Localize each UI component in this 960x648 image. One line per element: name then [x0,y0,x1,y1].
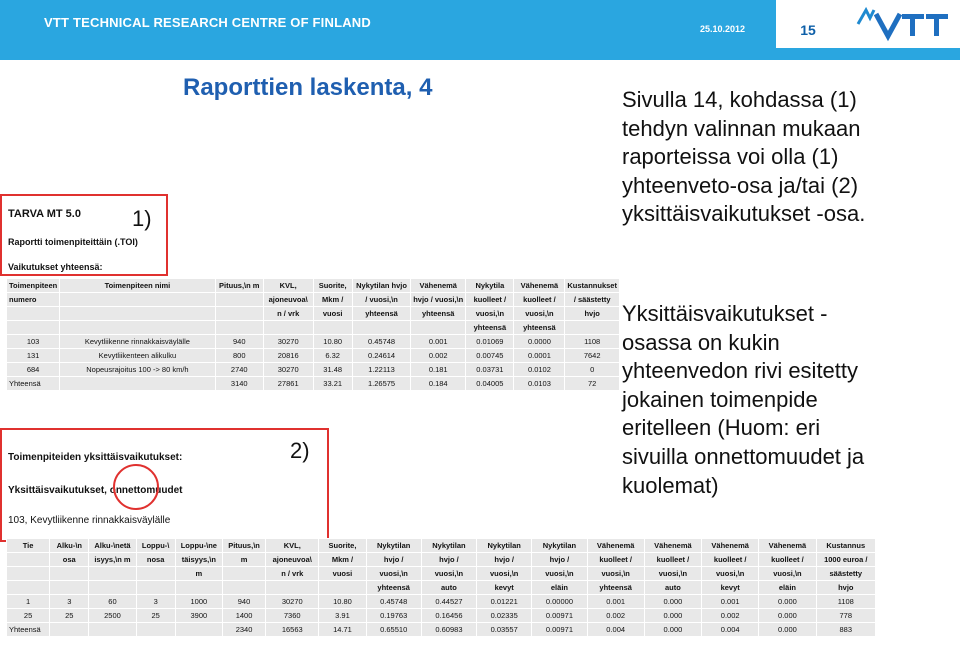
table-cell: 1000 [176,595,222,608]
header-cell: kevyt [477,581,531,594]
slide-title: Raporttien laskenta, 4 [183,74,433,101]
table-cell: 33.21 [314,377,352,390]
header-cell: Pituus,\n m [216,279,263,292]
summary-table [6,278,620,391]
header-cell [176,581,222,594]
table-cell: 0.000 [759,609,815,622]
effects-header-row [7,553,875,566]
header-cell [50,581,88,594]
table-cell [89,623,135,636]
header-cell: Vähenemä [588,539,644,552]
table-cell: 25 [50,609,88,622]
table-cell: 16563 [266,623,318,636]
table-cell: 1108 [565,335,619,348]
callout-marker-2: 2) [290,438,310,463]
header-cell: kuolleet / [514,293,564,306]
org-name: VTT TECHNICAL RESEARCH CENTRE OF FINLAND [44,15,371,30]
table-cell: 0.45748 [367,595,421,608]
header-cell: m [176,567,222,580]
table-cell: 0.60983 [422,623,476,636]
table-cell: 0.16456 [422,609,476,622]
header-cell: hvjo / [477,553,531,566]
table-cell: 25 [137,609,175,622]
individual-effects-label: Toimenpiteiden yksittäisvaikutukset: [8,452,183,463]
table-cell: 940 [216,335,263,348]
header-cell [314,321,352,334]
header-cell: yhteensä [588,581,644,594]
summary-header-row [7,293,619,306]
table-cell: 940 [223,595,265,608]
table-cell: 0.45748 [353,335,410,348]
header-cell: vuosi [314,307,352,320]
header-cell [565,321,619,334]
header-cell: auto [422,581,476,594]
table-cell: 1108 [817,595,875,608]
table-cell: 3 [50,595,88,608]
table-cell: 0.001 [702,595,758,608]
header-cell: Vähenemä [702,539,758,552]
table-row [7,349,619,362]
header-cell [60,307,214,320]
table-cell: 0.00745 [466,349,513,362]
header-cell: hvjo / [422,553,476,566]
table-cell: 30270 [264,363,313,376]
header-cell: Nykytilan [532,539,586,552]
header-cell: KVL, [266,539,318,552]
table-cell [137,623,175,636]
header-cell: numero [7,293,59,306]
header-cell: Kustannukset [565,279,619,292]
table-cell: 31.48 [314,363,352,376]
table-cell: Yhteensä [7,377,59,390]
summary-header-row [7,279,619,292]
header-cell: isyys,\n m [89,553,135,566]
header-cell: ajoneuvoa\ [264,293,313,306]
summary-header-row [7,321,619,334]
header-cell: Vähenemä [514,279,564,292]
table-cell: 30270 [266,595,318,608]
header-cell: nosa [137,553,175,566]
header-cell: Pituus,\n [223,539,265,552]
table-cell: 3900 [176,609,222,622]
header-cell [223,567,265,580]
table-cell: 7360 [266,609,318,622]
header-cell: Nykytilan hvjo [353,279,410,292]
table-cell: 0.24614 [353,349,410,362]
page-number-box [776,0,840,48]
header-cell: vuosi,\n [422,567,476,580]
callout-marker-1: 1) [132,206,152,231]
table-cell: 0.04005 [466,377,513,390]
header-cell: Alku-\n [50,539,88,552]
header-cell: Nykytilan [477,539,531,552]
table-row [7,609,875,622]
header-cell: Loppu-\ne [176,539,222,552]
table-total-row [7,377,619,390]
header-cell: vuosi,\n [702,567,758,580]
table-cell: 0.181 [411,363,465,376]
header-cell [216,321,263,334]
header-cell [50,567,88,580]
table-cell: 0.02335 [477,609,531,622]
table-total-row [7,623,875,636]
header-cell: Kustannus [817,539,875,552]
table-cell: 0.65510 [367,623,421,636]
header-cell: Mkm / [319,553,365,566]
header-cell: vuosi [319,567,365,580]
header-cell: / vuosi,\n [353,293,410,306]
body-paragraph-1: Sivulla 14, kohdassa (1) tehdyn valinnan mukaan raporteissa voi olla (1) yhteenveto-osa ja/tai (2) yksittäisvaikutukset -osa. [622,87,866,227]
header-cell: kuolleet / [466,293,513,306]
table-cell: 0.0001 [514,349,564,362]
header-cell [216,293,263,306]
table-cell [50,623,88,636]
table-cell: 883 [817,623,875,636]
measure-row-label: 103, Kevytliikenne rinnakkaisväylälle [8,515,171,526]
effects-header-row [7,539,875,552]
highlight-circle [113,464,159,510]
table-cell: Kevytliikenteen alikulku [60,349,214,362]
table-cell: 1.26575 [353,377,410,390]
header-cell [137,581,175,594]
table-cell: 72 [565,377,619,390]
header-cell: vuosi,\n [588,567,644,580]
header-cell: hvjo [565,307,619,320]
table-cell: 7642 [565,349,619,362]
header-cell: hvjo [817,581,875,594]
table-cell: 27861 [264,377,313,390]
table-cell: 0.00971 [532,623,586,636]
summary-section-label: Vaikutukset yhteensä: [8,262,103,272]
header-cell [137,567,175,580]
table-cell: 0.002 [588,609,644,622]
header-cell [60,293,214,306]
header-cell: Nykytila [466,279,513,292]
table-cell: 0.002 [411,349,465,362]
header-cell: Vähenemä [411,279,465,292]
effects-header-row [7,581,875,594]
header-cell: yhteensä [367,581,421,594]
table-cell: 0.184 [411,377,465,390]
table-cell: 0.000 [645,623,701,636]
table-cell: 3 [137,595,175,608]
header-cell: Alku-\netä [89,539,135,552]
table-cell: 0 [565,363,619,376]
header-cell: Suorite, [319,539,365,552]
table-cell: 0.0102 [514,363,564,376]
header-cell: / säästetty [565,293,619,306]
header-cell: osa [50,553,88,566]
table-cell: 60 [89,595,135,608]
header-cell: Toimenpiteen [9,281,58,290]
table-cell: 0.00971 [532,609,586,622]
table-cell: 1.22113 [353,363,410,376]
table-cell [176,623,222,636]
table-cell: 0.001 [411,335,465,348]
header-cell: Vähenemä [645,539,701,552]
header-cell: Vähenemä [759,539,815,552]
table-cell: 0.19763 [367,609,421,622]
table-cell: 0.000 [645,595,701,608]
header-cell: Suorite, [314,279,352,292]
header-cell: KVL, [264,279,313,292]
table-cell: 0.44527 [422,595,476,608]
table-cell: 131 [7,349,59,362]
slide-date: 25.10.2012 [700,24,746,34]
header-cell: hvjo / [532,553,586,566]
header-cell: kuolleet / [702,553,758,566]
header-cell: vuosi,\n [466,307,513,320]
header-cell: kuolleet / [588,553,644,566]
header-cell [7,321,59,334]
page-number: 15 [800,22,816,38]
table-cell: 1 [7,595,49,608]
table-cell: 2740 [216,363,263,376]
header-cell [319,581,365,594]
summary-header-row [7,307,619,320]
individual-effects-table [6,538,876,637]
table-cell: 0.000 [759,623,815,636]
table-cell: 6.32 [314,349,352,362]
header-cell: eläin [532,581,586,594]
table-cell [60,377,214,390]
table-cell: 0.01221 [477,595,531,608]
header-cell: vuosi,\n [759,567,815,580]
header-cell: Loppu-\ [137,539,175,552]
table-cell: 0.0000 [514,335,564,348]
table-row [7,335,619,348]
table-cell: 0.001 [588,595,644,608]
table-cell: 2500 [89,609,135,622]
header-cell: ajoneuvoa\ [266,553,318,566]
header-cell: Toimenpiteen nimi [60,279,214,292]
header-cell [353,321,410,334]
header-cell [89,581,135,594]
table-cell: 30270 [264,335,313,348]
header-cell [7,567,49,580]
header-cell [60,321,214,334]
table-row [7,363,619,376]
table-cell: 2340 [223,623,265,636]
header-cell: Nykytilan [367,539,421,552]
header-cell: kuolleet / [759,553,815,566]
header-cell: vuosi,\n [514,307,564,320]
header-cell: hvjo / [367,553,421,566]
table-cell: 103 [7,335,59,348]
table-row [7,595,875,608]
header-cell [89,567,135,580]
table-cell: 14.71 [319,623,365,636]
header-cell: kevyt [702,581,758,594]
header-cell: n / vrk [264,307,313,320]
table-cell: 3.91 [319,609,365,622]
header-cell [411,321,465,334]
table-cell: 25 [7,609,49,622]
header-cell: täisyys,\n [176,553,222,566]
table-cell: 3140 [216,377,263,390]
header-cell [266,581,318,594]
header-cell [264,321,313,334]
header-cell: vuosi,\n [645,567,701,580]
header-cell: vuosi,\n [367,567,421,580]
table-cell: Yhteensä [7,623,49,636]
effects-header-row [7,567,875,580]
table-cell: 0.002 [702,609,758,622]
header-cell [7,307,59,320]
header-cell: Tie [7,539,49,552]
table-cell: 0.03731 [466,363,513,376]
table-cell: Kevytliikenne rinnakkaisväylälle [60,335,214,348]
table-cell: 0.00000 [532,595,586,608]
header-cell [7,581,49,594]
header-cell: 1000 euroa / [817,553,875,566]
table-cell: Nopeusrajoitus 100 -> 80 km/h [60,363,214,376]
header-cell: yhteensä [466,321,513,334]
header-cell: kuolleet / [645,553,701,566]
accidents-section-label: Yksittäisvaikutukset, onnettomuudet [8,485,183,496]
table-cell: 0.0103 [514,377,564,390]
table-cell: 10.80 [314,335,352,348]
header-cell [216,307,263,320]
table-cell: 0.004 [702,623,758,636]
body-paragraph-2: Yksittäisvaikutukset - osassa on kukin yhteenvedon rivi esitetty jokainen toimenpide eritelleen (Huom: eri sivuilla onnettomuudet ja kuolemat) [622,301,865,498]
table-cell: 0.000 [645,609,701,622]
table-cell: 10.80 [319,595,365,608]
header-cell: hvjo / vuosi,\n [413,295,464,304]
report-type-label: Raportti toimenpiteittäin (.TOI) [8,237,138,247]
table-cell: 684 [7,363,59,376]
header-cell: yhteensä [514,321,564,334]
header-cell: auto [645,581,701,594]
header-cell: eläin [759,581,815,594]
report-app-name: TARVA MT 5.0 [8,208,81,220]
header-cell: m [223,553,265,566]
header-cell: yhteensä [353,307,410,320]
header-cell: vuosi,\n [532,567,586,580]
vtt-logo [840,0,960,48]
table-cell: 0.000 [759,595,815,608]
header-cell: yhteensä [411,307,465,320]
table-cell: 1400 [223,609,265,622]
header-cell: n / vrk [266,567,318,580]
vtt-logo-icon [840,0,960,48]
header-cell: Mkm / [314,293,352,306]
table-cell: 778 [817,609,875,622]
header-cell: säästetty [817,567,875,580]
table-cell: 0.03557 [477,623,531,636]
table-cell: 20816 [264,349,313,362]
header-cell: vuosi,\n [477,567,531,580]
header-cell: Nykytilan [422,539,476,552]
table-cell: 800 [216,349,263,362]
header-cell [7,553,49,566]
header-cell [223,581,265,594]
table-cell: 0.01069 [466,335,513,348]
table-cell: 0.004 [588,623,644,636]
